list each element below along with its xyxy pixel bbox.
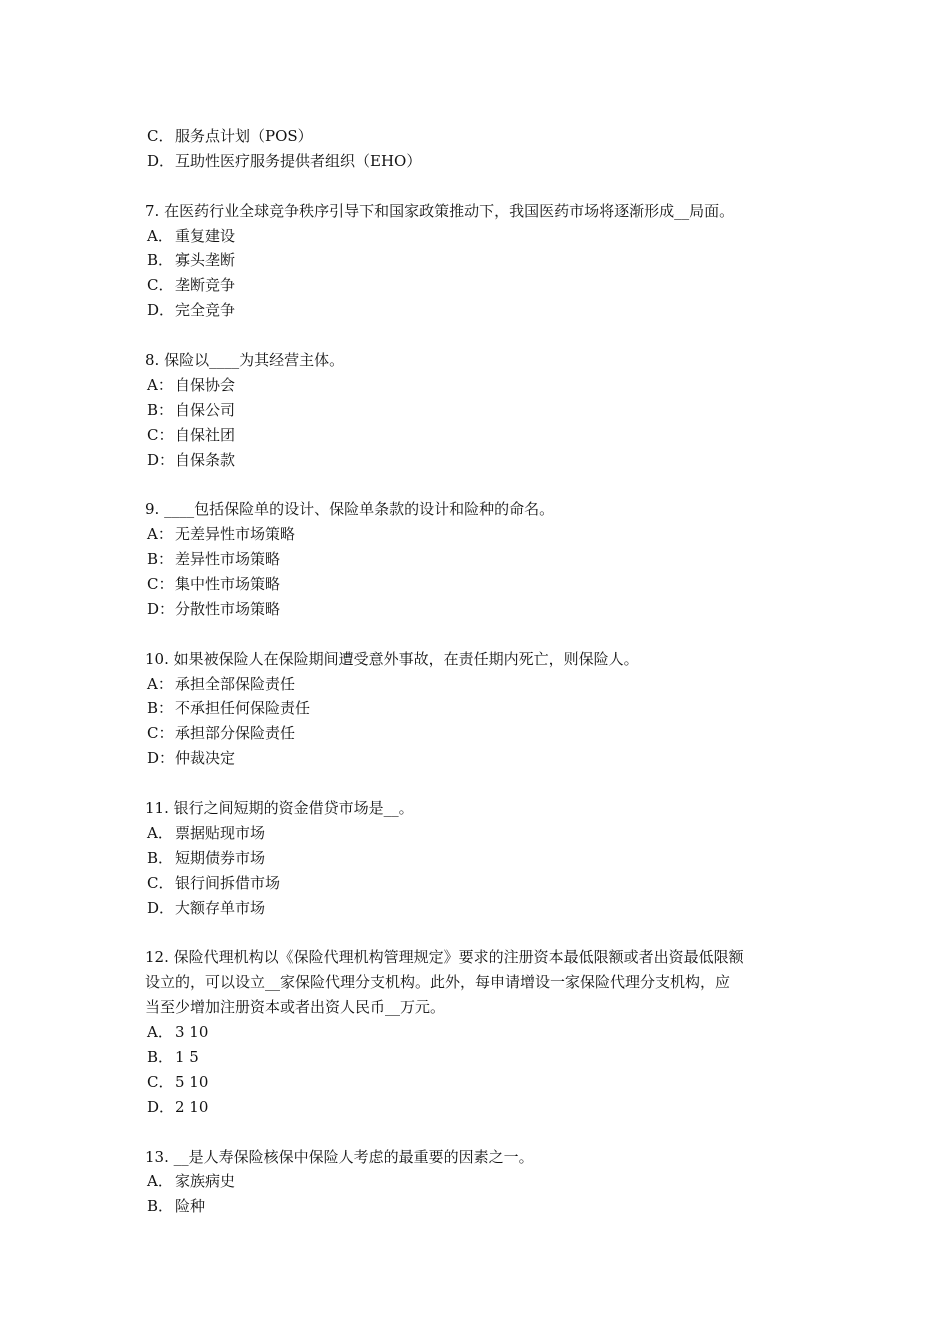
option-text: 自保公司 xyxy=(175,400,236,419)
option-text: 垄断竞争 xyxy=(175,276,236,295)
option-text: 无差异性市场策略 xyxy=(175,525,296,544)
option-text: 分散性市场策略 xyxy=(175,599,281,618)
q10-option-b xyxy=(145,696,810,721)
question-12-stem-line-3: 当至少增加注册资本或者出资人民币__万元。 xyxy=(145,998,446,1017)
option-text: 承担部分保险责任 xyxy=(175,724,296,743)
q11-option-d xyxy=(145,896,810,921)
option-label: C． xyxy=(147,1072,174,1091)
option-text: 重复建设 xyxy=(175,226,236,245)
question-9-stem: 9. ____包括保险单的设计、保险单条款的设计和险种的命名。 xyxy=(145,500,555,519)
option-text: 1 5 xyxy=(175,1047,199,1066)
option-c-prev xyxy=(145,124,810,149)
document-body xyxy=(145,124,810,1219)
option-label: B： xyxy=(147,550,174,569)
option-label: B： xyxy=(147,699,174,718)
option-text: 自保协会 xyxy=(175,375,236,394)
spacer xyxy=(145,622,810,647)
option-label: A． xyxy=(147,1172,173,1191)
q8-option-b xyxy=(145,398,810,423)
q8-option-c xyxy=(145,423,810,448)
question-8-stem: 8. 保险以____为其经营主体。 xyxy=(145,351,345,370)
option-label: D． xyxy=(147,151,175,170)
option-label: A： xyxy=(147,375,173,394)
option-text: 集中性市场策略 xyxy=(175,575,281,594)
question-10-stem: 10. 如果被保险人在保险期间遭受意外事故，在责任期内死亡，则保险人。 xyxy=(145,649,639,668)
option-text: 差异性市场策略 xyxy=(175,550,281,569)
option-label: D： xyxy=(147,450,175,469)
option-label: C： xyxy=(147,575,174,594)
option-text: 完全竞争 xyxy=(175,301,236,320)
question-11-stem: 11. 银行之间短期的资金借贷市场是__。 xyxy=(145,799,414,818)
option-text: 票据贴现市场 xyxy=(175,823,266,842)
option-label: D． xyxy=(147,1097,175,1116)
option-text: 承担全部保险责任 xyxy=(175,674,296,693)
q10-option-c xyxy=(145,721,810,746)
q12-option-c xyxy=(145,1070,810,1095)
option-label: B． xyxy=(147,251,174,270)
spacer xyxy=(145,771,810,796)
option-label: A： xyxy=(147,674,173,693)
q10-option-a xyxy=(145,672,810,697)
option-label: B： xyxy=(147,400,174,419)
option-text: 短期债券市场 xyxy=(175,848,266,867)
option-text: 服务点计划（POS） xyxy=(175,127,313,145)
q12-option-d xyxy=(145,1095,810,1120)
spacer xyxy=(145,472,810,497)
q12-option-b xyxy=(145,1045,810,1070)
option-label: A． xyxy=(147,1023,173,1042)
option-text: 自保条款 xyxy=(175,450,236,469)
option-text: 5 10 xyxy=(175,1072,209,1091)
option-label: D： xyxy=(147,599,175,618)
q9-option-d xyxy=(145,597,810,622)
question-7-stem: 7. 在医药行业全球竞争秩序引导下和国家政策推动下，我国医药市场将逐渐形成__局面。 xyxy=(145,201,735,220)
q8-option-a xyxy=(145,373,810,398)
question-13-stem: 13. __是人寿保险核保中保险人考虑的最重要的因素之一。 xyxy=(145,1147,534,1166)
spacer xyxy=(145,174,810,199)
option-text: 互助性医疗服务提供者组织（EHO） xyxy=(175,151,422,170)
q7-option-c xyxy=(145,273,810,298)
option-label: C： xyxy=(147,724,174,743)
option-label: A． xyxy=(147,823,173,842)
q12-option-a xyxy=(145,1020,810,1045)
q13-option-b xyxy=(145,1194,810,1219)
option-label: B． xyxy=(147,848,174,867)
q7-option-d xyxy=(145,298,810,323)
q11-option-c xyxy=(145,871,810,896)
spacer xyxy=(145,1120,810,1145)
option-text: 寡头垄断 xyxy=(175,251,236,270)
option-text: 不承担任何保险责任 xyxy=(175,699,311,718)
option-text: 2 10 xyxy=(175,1097,209,1116)
option-text: 险种 xyxy=(175,1197,206,1216)
q9-option-a xyxy=(145,522,810,547)
q13-option-a xyxy=(145,1169,810,1194)
option-d-prev xyxy=(145,149,810,174)
q11-option-a xyxy=(145,821,810,846)
option-label: A． xyxy=(147,226,173,245)
option-text: 大额存单市场 xyxy=(175,898,266,917)
option-label: C． xyxy=(147,276,174,295)
question-12-stem-line-2: 设立的，可以设立__家保险代理分支机构。此外，每申请增设一家保险代理分支机构，应 xyxy=(145,973,731,992)
option-text: 仲裁决定 xyxy=(175,749,236,768)
option-text: 3 10 xyxy=(175,1023,209,1042)
spacer xyxy=(145,921,810,946)
q8-option-d xyxy=(145,448,810,473)
option-label: D． xyxy=(147,301,175,320)
q7-option-a xyxy=(145,224,810,249)
q11-option-b xyxy=(145,846,810,871)
option-label: C． xyxy=(147,127,174,145)
option-label: B． xyxy=(147,1047,174,1066)
option-text: 银行间拆借市场 xyxy=(175,873,281,892)
q7-option-b xyxy=(145,248,810,273)
q9-option-c xyxy=(145,572,810,597)
option-text: 自保社团 xyxy=(175,425,236,444)
option-label: C． xyxy=(147,873,174,892)
option-label: D： xyxy=(147,749,175,768)
option-text: 家族病史 xyxy=(175,1172,236,1191)
spacer xyxy=(145,323,810,348)
option-label: B． xyxy=(147,1197,174,1216)
q9-option-b xyxy=(145,547,810,572)
option-label: A： xyxy=(147,525,173,544)
q10-option-d xyxy=(145,746,810,771)
question-12-stem-line-1: 12. 保险代理机构以《保险代理机构管理规定》要求的注册资本最低限额或者出资最低限额 xyxy=(145,948,744,967)
option-label: D． xyxy=(147,898,175,917)
option-label: C： xyxy=(147,425,174,444)
